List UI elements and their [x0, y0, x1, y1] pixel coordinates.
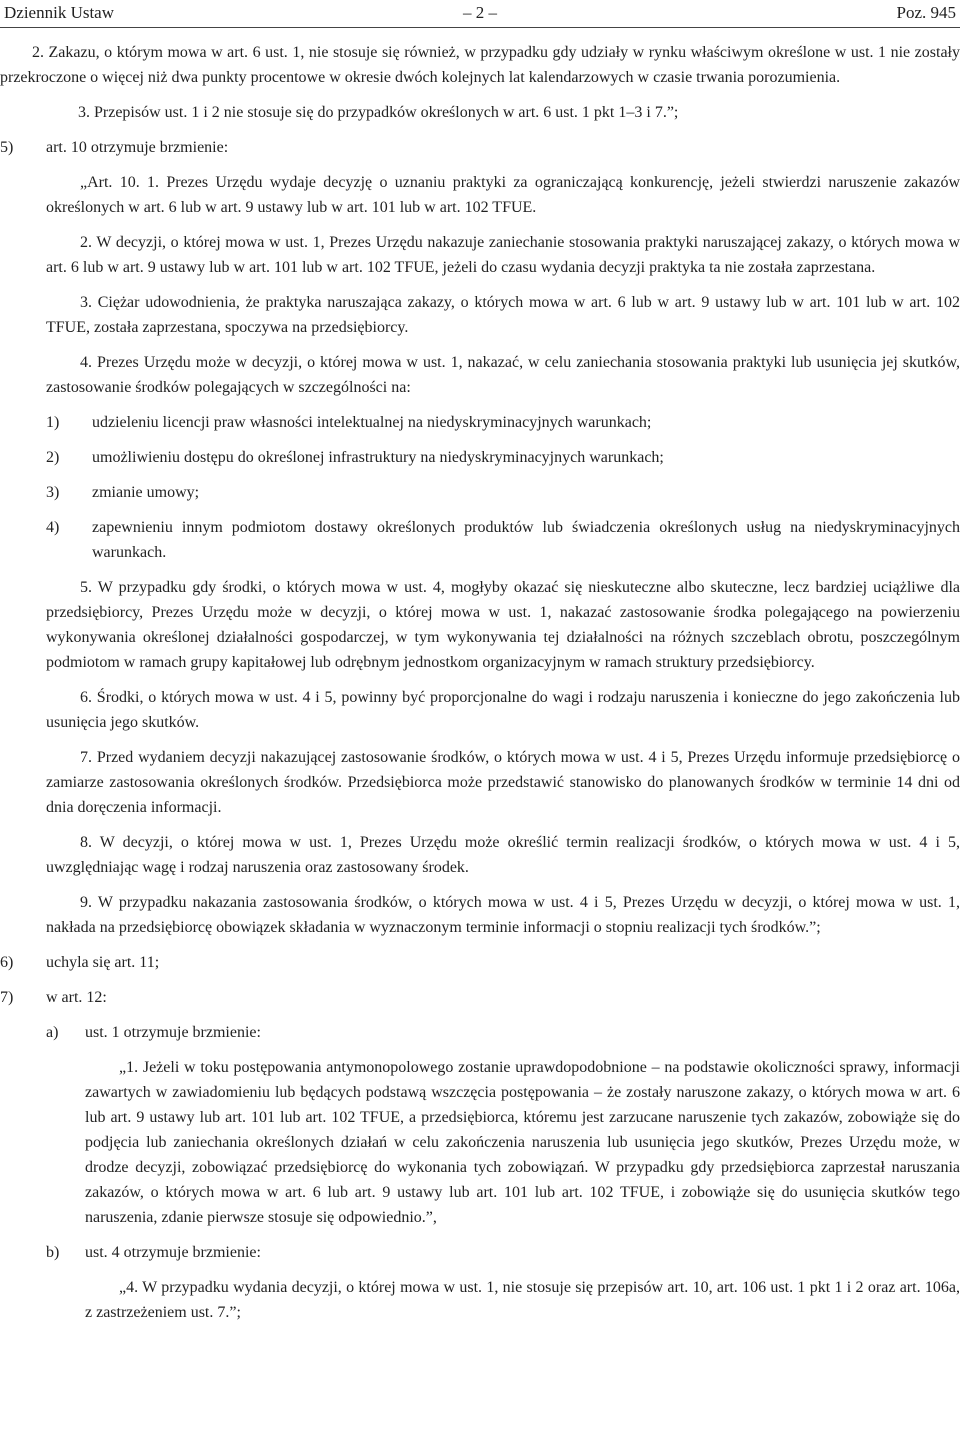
item-5-text: art. 10 otrzymuje brzmienie: [46, 139, 229, 156]
art10-ust-6: 6. Środki, o których mowa w ust. 4 i 5, powinny być proporcjonalne do wagi i rodzaju naruszenia i konieczne do jego zakończenia lub usunięcia jego skutków. [46, 689, 960, 731]
paragraph-ust-2: 2. Zakazu, o którym mowa w art. 6 ust. 1, nie stosuje się również, w przypadku gdy udziały w rynku właściwym określone w ust. 1 nie zostały przekroczone o więcej niż dwa punkty procentowe w okresie dwóch kolejnych lat kalendarzowych w czasie trwania porozumienia. [0, 44, 960, 86]
item-6 [0, 950, 960, 975]
journal-title: Dziennik Ustaw [4, 3, 115, 22]
item-6-text: uchyla się art. 11; [46, 954, 160, 971]
list-item [0, 480, 960, 505]
art10-ust-3: 3. Ciężar udowodnienia, że praktyka naruszająca zakazy, o których mowa w art. 6 lub w art. 9 ustawy lub w art. 101 lub w art. 102 TFUE, została zaprzestana, spoczywa na przedsiębiorcy. [46, 294, 960, 336]
art10-ust-9: 9. W przypadku nakazania zastosowania środków, o których mowa w ust. 4 i 5, Prezes Urzędu w decyzji, o której mowa w ust. 1, nakłada na przedsiębiorcę obowiązek składania w wyznaczonym terminie informacji o stopniu realizacji tych środków.”; [46, 894, 960, 936]
subitem-b [0, 1240, 960, 1265]
subitem-b-text: ust. 4 otrzymuje brzmienie: [85, 1244, 261, 1261]
list-item [0, 515, 960, 565]
page-header [0, 0, 960, 26]
quote-art12-ust-1: „1. Jeżeli w toku postępowania antymonopolowego zostanie uprawdopodobnione – na podstawie okoliczności sprawy, informacji zawartych w zawiadomieniu lub będących podstawą wszczęcia postępowania – że zostały naruszone zakazy, o których mowa w art. 6 lub art. 9 ustawy lub art. 101 lub art. 102 TFUE, a przedsiębiorca, któremu jest zarzucane naruszenie tych zakazów, zobowiąże się do podjęcia lub zaniechania określonych działań w celu zakończenia naruszenia lub usunięcia jego skutków, Prezes Urzędu może, w drodze decyzji, zobowiązać przedsiębiorcę do wykonania tych zobowiązań. W przypadku gdy przedsiębiorca zaprzestał naruszania zakazów, o których mowa w art. 6 lub art. 9 ustawy lub art. 101 lub art. 102 TFUE, i zobowiąże się do usunięcia skutków tego naruszenia, zdanie pierwsze stosuje się odpowiednio.”, [85, 1059, 960, 1226]
list-item-text: umożliwieniu dostępu do określonej infrastruktury na niedyskryminacyjnych warunkach; [92, 449, 664, 466]
item-7-text: w art. 12: [46, 989, 107, 1006]
list-item-number: 1) [46, 414, 60, 431]
list-item [0, 445, 960, 470]
header-rule [0, 27, 960, 28]
list-item-text: zapewnieniu innym podmiotom dostawy określonych produktów lub świadczenia określonych usług na niedyskryminacyjnych warunkach. [92, 519, 960, 561]
document-body [0, 40, 960, 1325]
subitem-a-text: ust. 1 otrzymuje brzmienie: [85, 1024, 261, 1041]
subitem-b-letter: b) [46, 1244, 60, 1261]
art10-ust-1: „Art. 10. 1. Prezes Urzędu wydaje decyzję o uznaniu praktyki za ograniczającą konkurencję, jeżeli stwierdzi naruszenie zakazów określonych w art. 6 lub w art. 9 ustawy lub w art. 101 lub w art. 102 TFUE. [46, 174, 960, 216]
list-item-number: 3) [46, 484, 60, 501]
page-number: – 2 – [463, 3, 497, 22]
quote-art12-ust-4: „4. W przypadku wydania decyzji, o której mowa w ust. 1, nie stosuje się przepisów art. 10, art. 106 ust. 1 pkt 1 i 2 oraz art. 106a, z zastrzeżeniem ust. 7.”; [85, 1279, 960, 1321]
item-6-number: 6) [0, 954, 14, 971]
item-5-number: 5) [0, 139, 14, 156]
list-item-text: udzieleniu licencji praw własności intelektualnej na niedyskryminacyjnych warunkach; [92, 414, 652, 431]
art10-ust-5: 5. W przypadku gdy środki, o których mowa w ust. 4, mogłyby okazać się nieskuteczne albo skuteczne, lecz bardziej uciążliwe dla przedsiębiorcy, Prezes Urzędu może w decyzji, o której mowa w ust. 1, nakazać zastosowanie środka polegającego na powierzeniu wykonywania określonej działalności gospodarczej, w tym wykonywania tej działalności na różnych szczeblach obrotu, poszczególnym podmiotom w ramach grupy kapitałowej lub odrębnym jednostkom organizacyjnym w ramach struktury przedsiębiorcy. [46, 579, 960, 671]
subitem-a [0, 1020, 960, 1045]
item-7-number: 7) [0, 989, 14, 1006]
art10-ust-8: 8. W decyzji, o której mowa w ust. 1, Prezes Urzędu może określić termin realizacji środków, o których mowa w ust. 4 i 5, uwzględniając wagę i rodzaj naruszenia oraz zastosowany środek. [46, 834, 960, 876]
art10-ust-7: 7. Przed wydaniem decyzji nakazującej zastosowanie środków, o których mowa w ust. 4 i 5, Prezes Urzędu informuje przedsiębiorcę o zamiarze zastosowania określonych środków. Przedsiębiorca może przedstawić stanowisko do planowanych środków w terminie 14 dni od dnia doręczenia informacji. [46, 749, 960, 816]
list-item-text: zmianie umowy; [92, 484, 200, 501]
list-item-number: 2) [46, 449, 60, 466]
art10-ust-4: 4. Prezes Urzędu może w decyzji, o której mowa w ust. 1, nakazać, w celu zaniechania stosowania praktyki lub usunięcia jej skutków, zastosowanie środków polegających w szczególności na: [46, 354, 960, 396]
position-number: Poz. 945 [896, 3, 956, 22]
list-item [0, 410, 960, 435]
art10-ust-2: 2. W decyzji, o której mowa w ust. 1, Prezes Urzędu nakazuje zaniechanie stosowania praktyki naruszającej zakazy, o których mowa w art. 6 lub w art. 9 ustawy lub w art. 101 lub w art. 102 TFUE, jeżeli do czasu wydania decyzji praktyka ta nie została zaprzestana. [46, 234, 960, 276]
paragraph-ust-3: 3. Przepisów ust. 1 i 2 nie stosuje się do przypadków określonych w art. 6 ust. 1 pkt 1–3 i 7.”; [78, 104, 679, 121]
item-7 [0, 985, 960, 1010]
list-item-number: 4) [46, 519, 60, 536]
subitem-a-letter: a) [46, 1024, 59, 1041]
item-5 [0, 135, 960, 160]
